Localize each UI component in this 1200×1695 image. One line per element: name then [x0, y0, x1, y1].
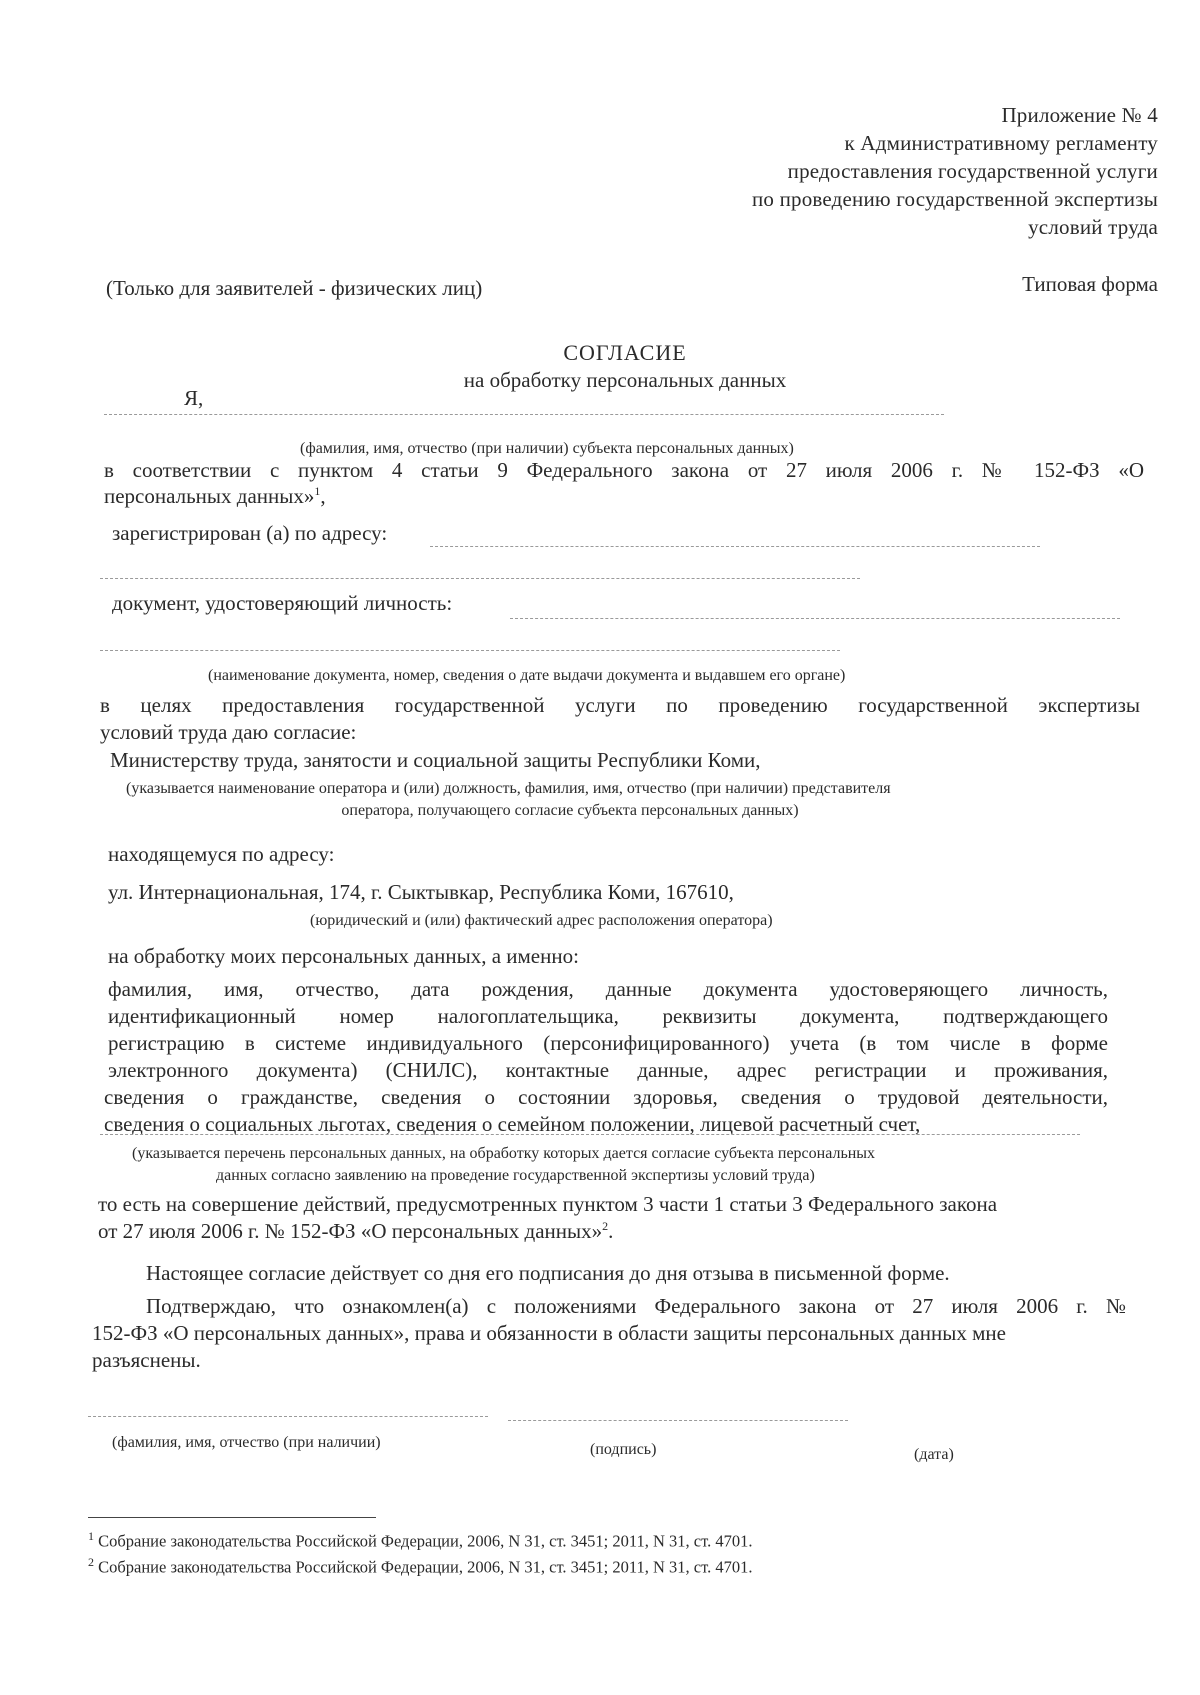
- document-subtitle: на обработку персональных данных: [463, 368, 787, 392]
- law-reference-line-1: в соответствии с пунктом 4 статьи 9 Федерального закона от 27 июля 2006 г. № 152-ФЗ «О: [104, 458, 1144, 482]
- data-list-caption-line-2: данных согласно заявлению на проведение государственной экспертизы условий труда): [216, 1167, 815, 1184]
- signature-line[interactable]: [508, 1420, 848, 1421]
- operator-address-caption: (юридический и (или) фактический адрес расположения оператора): [310, 912, 773, 929]
- confirm-line-1: Подтверждаю, что ознакомлен(а) с положениями Федерального закона от 27 июля 2006 г. №: [146, 1294, 1126, 1318]
- appendix-line-4: по проведению государственной экспертизы: [751, 187, 1158, 211]
- id-document-field-line-1[interactable]: [510, 618, 1120, 619]
- form-type: Типовая форма: [1022, 272, 1158, 296]
- date-caption: (дата): [914, 1446, 954, 1463]
- footnote-1: $^1$ Собрание законодательства Российской Федерации, 2006, N 31, ст. 3451; 2011, N 31, ст. 4701.: [88, 1529, 753, 1551]
- fio-caption: (фамилия, имя, отчество (при наличии): [112, 1434, 381, 1451]
- operator-name: Министерству труда, занятости и социальной защиты Республики Коми,: [110, 748, 761, 772]
- appendix-line-3: предоставления государственной услуги: [787, 159, 1158, 183]
- operator-address-label: находящемуся по адресу:: [108, 842, 335, 866]
- data-list-line: фамилия, имя, отчество, дата рождения, данные документа удостоверяющего личность,: [108, 977, 1108, 1001]
- data-list-line: электронного документа) (СНИЛС), контактные данные, адрес регистрации и проживания,: [108, 1058, 1108, 1082]
- footnote-2: $^2$ Собрание законодательства Российской Федерации, 2006, N 31, ст. 3451; 2011, N 31, ст. 4701.: [88, 1555, 753, 1577]
- subject-name-caption: (фамилия, имя, отчество (при наличии) субъекта персональных данных): [300, 440, 794, 457]
- confirm-line-2: 152-ФЗ «О персональных данных», права и обязанности в области защиты персональных данных мне: [92, 1321, 1006, 1345]
- id-document-caption: (наименование документа, номер, сведения о дате выдачи документа и выдавшем его органе): [208, 667, 846, 684]
- document-title: СОГЛАСИЕ: [563, 340, 687, 365]
- actions-line-1: то есть на совершение действий, предусмотренных пунктом 3 части 1 статьи 3 Федерального закона: [98, 1192, 998, 1216]
- law-reference-line-2: персональных данных»$^1$,: [104, 484, 326, 508]
- registered-address-field-line-2[interactable]: [100, 578, 860, 579]
- data-list-intro: на обработку моих персональных данных, а именно:: [108, 944, 579, 968]
- footnote-separator: [88, 1517, 376, 1518]
- fio-signature-line[interactable]: [88, 1416, 488, 1417]
- i-label: Я,: [184, 386, 204, 410]
- appendix-line-1: Приложение № 4: [1001, 103, 1158, 127]
- registered-address-field-line-1[interactable]: [430, 546, 1040, 547]
- operator-address: ул. Интернациональная, 174, г. Сыктывкар, Республика Коми, 167610,: [108, 880, 734, 904]
- signature-caption: (подпись): [590, 1441, 657, 1458]
- confirm-line-3: разъяснены.: [92, 1348, 201, 1372]
- appendix-line-5: условий труда: [1028, 215, 1158, 239]
- purpose-line-2: условий труда даю согласие:: [100, 720, 357, 744]
- data-list-line: сведения о социальных льготах, сведения о семейном положении, лицевой расчетный счет,: [104, 1112, 921, 1136]
- appendix-line-2: к Административному регламенту: [844, 131, 1158, 155]
- data-list-caption-line-1: (указывается перечень персональных данных, на обработку которых дается согласие субъекта персональных: [132, 1145, 876, 1162]
- actions-line-2: от 27 июля 2006 г. № 152-ФЗ «О персональных данных»$^2$.: [98, 1219, 614, 1243]
- subject-name-field-line[interactable]: [104, 414, 944, 415]
- purpose-line-1: в целях предоставления государственной услуги по проведению государственной экспертизы: [100, 693, 1140, 717]
- data-list-underline: [100, 1134, 1080, 1135]
- applicants-note: (Только для заявителей - физических лиц): [106, 276, 483, 300]
- id-document-label: документ, удостоверяющий личность:: [112, 591, 453, 615]
- registered-address-label: зарегистрирован (а) по адресу:: [112, 521, 388, 545]
- data-list-line: сведения о гражданстве, сведения о состоянии здоровья, сведения о трудовой деятельности,: [104, 1085, 1108, 1109]
- operator-caption-line-1: (указывается наименование оператора и (или) должность, фамилия, имя, отчество (при наличии) представителя: [126, 780, 891, 797]
- validity-statement: Настоящее согласие действует со дня его подписания до дня отзыва в письменной форме.: [146, 1261, 950, 1285]
- data-list-line: идентификационный номер налогоплательщика, реквизиты документа, подтверждающего: [108, 1004, 1108, 1028]
- operator-caption-line-2: оператора, получающего согласие субъекта персональных данных): [341, 802, 799, 819]
- data-list-line: регистрацию в системе индивидуального (персонифицированного) учета (в том числе в форме: [108, 1031, 1108, 1055]
- id-document-field-line-2[interactable]: [100, 650, 840, 651]
